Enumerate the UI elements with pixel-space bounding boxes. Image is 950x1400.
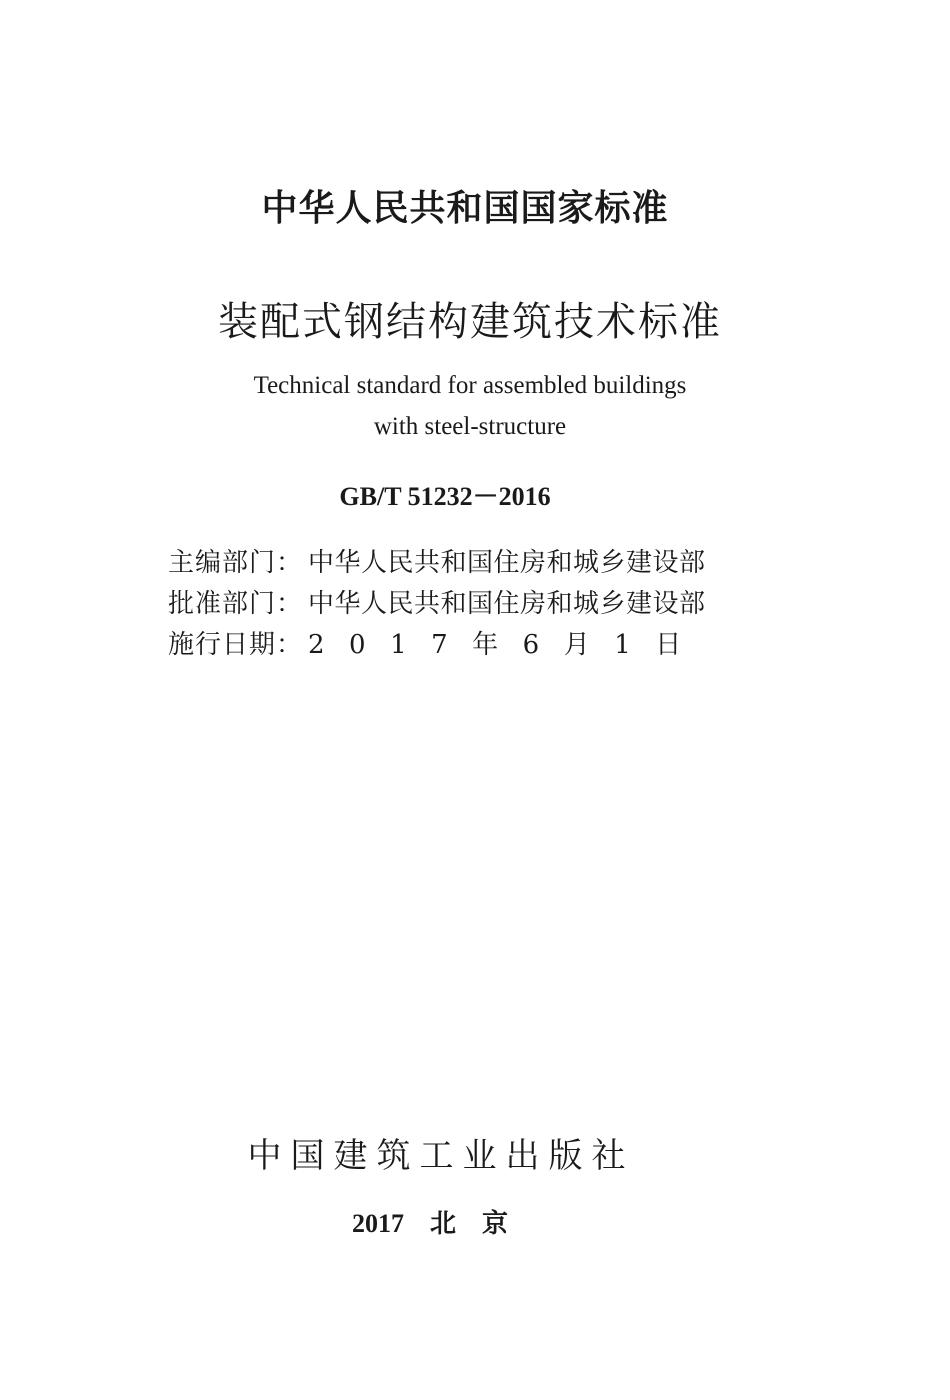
standard-title-cn: 装配式钢结构建筑技术标准 [218, 299, 722, 345]
publisher-name: 中国建筑工业出版社 [247, 1136, 635, 1176]
effective-date-row [168, 625, 706, 666]
standard-category: 中华人民共和国国家标准 [261, 188, 669, 229]
standard-info [168, 543, 706, 666]
imprint-city: 北京 [429, 1209, 534, 1239]
standard-title-en-line2: with steel-structure [373, 413, 567, 440]
effective-date-label: 施行日期： [168, 630, 304, 660]
imprint [0, 1203, 918, 1240]
editor-label: 主编部门： [168, 548, 304, 578]
editor-value: 中华人民共和国住房和城乡建设部 [308, 548, 706, 578]
approver-label: 批准部门： [168, 589, 304, 619]
standard-code: GB/T 51232－2016 [339, 482, 551, 511]
imprint-year: 2017 [351, 1209, 404, 1238]
standard-title-en-line1: Technical standard for assembled buildings [253, 372, 687, 399]
editor-row [168, 543, 706, 584]
approver-row [168, 584, 706, 625]
effective-date-value: 2017年6月1日 [308, 630, 706, 660]
approver-value: 中华人民共和国住房和城乡建设部 [308, 589, 706, 619]
